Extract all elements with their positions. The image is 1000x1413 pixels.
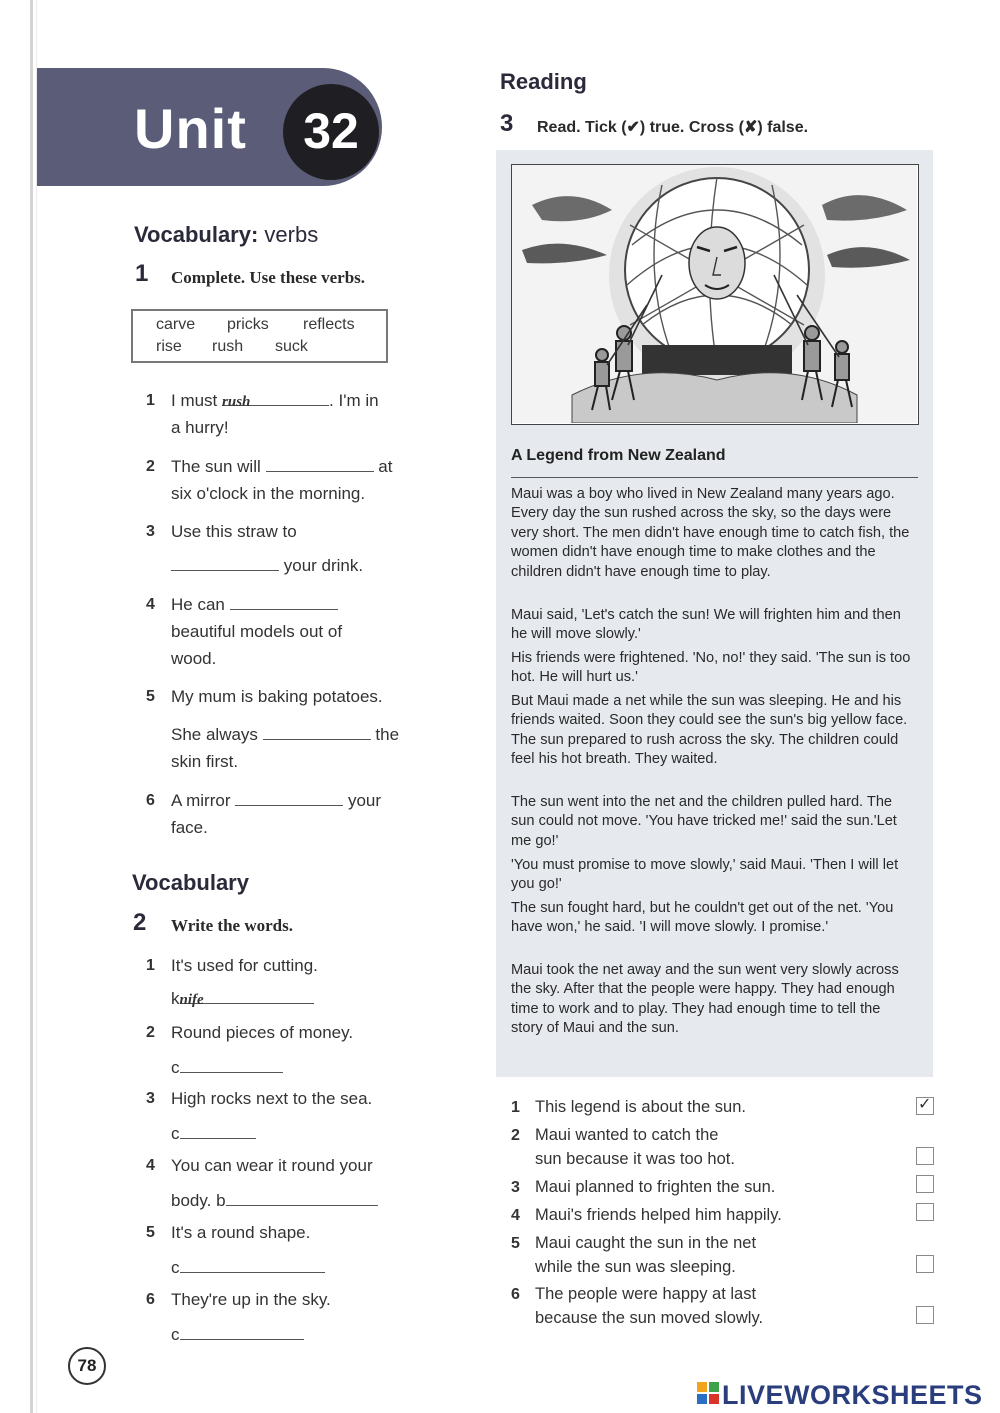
- word-answer-line: c: [171, 1120, 256, 1147]
- exercise-1-item-2: The sun will at: [171, 453, 392, 480]
- item-number: 4: [146, 1157, 155, 1174]
- page-edge-line: [36, 0, 37, 1413]
- exercise-1-number: 1: [135, 260, 149, 287]
- exercise-2-item-5: It's a round shape.: [171, 1223, 311, 1242]
- item-continuation: wood.: [171, 649, 217, 668]
- tick-box-4[interactable]: [916, 1203, 934, 1221]
- liveworksheets-logo-icon: [697, 1382, 719, 1404]
- verb-option: rush: [212, 338, 244, 355]
- exercise-2-item-6: They're up in the sky.: [171, 1290, 331, 1309]
- exercise-1-instruction: Complete. Use these verbs.: [171, 268, 366, 287]
- item-number: 3: [146, 1090, 155, 1107]
- item-number: 5: [146, 1224, 155, 1241]
- statement-6: The people were happy at last: [535, 1285, 757, 1303]
- item-number: 4: [146, 596, 155, 613]
- item-number: 2: [146, 1024, 155, 1041]
- vocabulary-heading: Vocabulary: [132, 870, 249, 895]
- statement-number: 2: [511, 1127, 520, 1144]
- exercise-1-item-4: He can: [171, 591, 338, 618]
- statement-2-cont: sun because it was too hot.: [535, 1150, 735, 1168]
- vocab-verbs-heading: Vocabulary: verbs: [134, 222, 319, 247]
- tick-box-3[interactable]: [916, 1175, 934, 1193]
- exercise-2-item-3: High rocks next to the sea.: [171, 1089, 373, 1108]
- page-edge: [30, 0, 33, 1413]
- item-number: 6: [146, 792, 155, 809]
- story-paragraph: Maui was a boy who lived in New Zealand many years ago. Every day the sun rushed across the sky, so the days were very short. The men didn't have enough time to catch fish, the women didn't have enough time to make clothes and the children didn't have enough time to play.: [511, 486, 910, 580]
- item-continuation: your drink.: [171, 552, 363, 579]
- word-answer-line: c: [171, 1254, 325, 1281]
- legend-title: A Legend from New Zealand: [511, 447, 726, 464]
- word-blank-3[interactable]: [180, 1120, 256, 1139]
- story-paragraph: But Maui made a net while the sun was sleeping. He and his friends waited. Soon they could see the sun's big yellow face. The sun prepared to rush across the sky. The children could feel his hot breath. They waited.: [511, 693, 908, 768]
- statement-number: 3: [511, 1179, 520, 1196]
- statement-5: Maui caught the sun in the net: [535, 1234, 757, 1252]
- verb-option: pricks: [227, 316, 269, 333]
- word-answer-line: knife: [171, 985, 314, 1012]
- verb-option: reflects: [303, 316, 355, 333]
- statement-number: 4: [511, 1207, 520, 1224]
- story-paragraph: His friends were frightened. 'No, no!' they said. 'The sun is too hot. He will hurt us.': [511, 650, 911, 686]
- verb-option: rise: [156, 338, 182, 355]
- word-blank-6[interactable]: [180, 1321, 304, 1340]
- statement-number: 6: [511, 1286, 520, 1303]
- unit-number-badge: 32: [283, 84, 379, 180]
- answer-blank-2[interactable]: [266, 453, 374, 472]
- story-paragraph: The sun fought hard, but he couldn't get out of the net. 'You have won,' he said. 'I will move slowly. I promise.': [511, 900, 894, 936]
- exercise-2-item-1: It's used for cutting.: [171, 956, 318, 975]
- item-number: 3: [146, 523, 155, 540]
- word-answer-line: c: [171, 1321, 304, 1348]
- word-answer-line: body. b: [171, 1187, 378, 1214]
- title-rule: [511, 477, 918, 478]
- statement-3: Maui planned to frighten the sun.: [535, 1178, 776, 1196]
- exercise-2-item-4: You can wear it round your: [171, 1156, 373, 1175]
- verb-option: suck: [275, 338, 308, 355]
- item-continuation: beautiful models out of: [171, 622, 343, 641]
- verb-option: carve: [156, 316, 196, 333]
- word-blank-5[interactable]: [180, 1254, 325, 1273]
- statement-2: Maui wanted to catch the: [535, 1126, 719, 1144]
- reading-heading: Reading: [500, 69, 587, 94]
- answer-blank-3[interactable]: [171, 552, 279, 571]
- statement-1: This legend is about the sun.: [535, 1098, 746, 1116]
- item-continuation: face.: [171, 818, 208, 837]
- exercise-3-instruction: Read. Tick (✔) true. Cross (✘) false.: [537, 119, 809, 136]
- tick-box-1[interactable]: [916, 1097, 934, 1115]
- exercise-2-number: 2: [133, 909, 147, 936]
- item-number: 6: [146, 1291, 155, 1308]
- item-number: 2: [146, 458, 155, 475]
- exercise-3-number: 3: [500, 110, 514, 137]
- item-number: 1: [146, 392, 155, 409]
- statement-5-cont: while the sun was sleeping.: [535, 1258, 736, 1276]
- word-answer-line: c: [171, 1054, 283, 1081]
- item-number: 1: [146, 957, 155, 974]
- statement-number: 1: [511, 1099, 520, 1116]
- liveworksheets-logo: LIVEWORKSHEETS: [722, 1380, 983, 1410]
- story-paragraph: The sun went into the net and the children pulled hard. The sun could not move. 'You have tricked me!' said the sun.'Let me go!': [511, 794, 897, 849]
- item-continuation: She always the: [171, 721, 399, 748]
- answer-blank-6[interactable]: [235, 787, 343, 806]
- answer-blank-5[interactable]: [263, 721, 371, 740]
- statement-4: Maui's friends helped him happily.: [535, 1206, 782, 1224]
- exercise-2-item-2: Round pieces of money.: [171, 1023, 354, 1042]
- exercise-1-item-6: A mirror your: [171, 787, 381, 814]
- tick-box-2[interactable]: [916, 1147, 934, 1165]
- tick-box-5[interactable]: [916, 1255, 934, 1273]
- answer-blank-1[interactable]: rush: [222, 387, 329, 406]
- exercise-1-item-1: I must rush . I'm in: [171, 387, 379, 414]
- story-paragraph: Maui took the net away and the sun went very slowly across the sky. After that the people were happy. They had enough time to work and to play. They had enough time to tell the story of Maui and the sun.: [511, 962, 899, 1037]
- check-icon: ✓: [918, 1096, 932, 1113]
- page-number: 78: [68, 1347, 106, 1385]
- exercise-1-item-5: My mum is baking potatoes.: [171, 687, 383, 706]
- word-blank-4[interactable]: [226, 1187, 378, 1206]
- item-number: 5: [146, 688, 155, 705]
- story-paragraph: 'You must promise to move slowly,' said Maui. 'Then I will let you go!': [511, 857, 899, 893]
- tick-box-6[interactable]: [916, 1306, 934, 1324]
- item-continuation: a hurry!: [171, 418, 229, 437]
- story-paragraph: Maui said, 'Let's catch the sun! We will frighten him and then he will move slowly.': [511, 607, 901, 643]
- statement-6-cont: because the sun moved slowly.: [535, 1309, 764, 1327]
- word-blank-1[interactable]: nife: [180, 985, 314, 1004]
- unit-title: Unit: [134, 97, 247, 160]
- item-continuation: six o'clock in the morning.: [171, 484, 366, 503]
- word-blank-2[interactable]: [180, 1054, 283, 1073]
- exercise-2-instruction: Write the words.: [171, 916, 293, 935]
- statement-number: 5: [511, 1235, 520, 1252]
- answer-blank-4[interactable]: [230, 591, 338, 610]
- item-continuation: skin first.: [171, 752, 239, 771]
- exercise-1-item-3: Use this straw to: [171, 522, 297, 541]
- legend-illustration: [511, 164, 919, 425]
